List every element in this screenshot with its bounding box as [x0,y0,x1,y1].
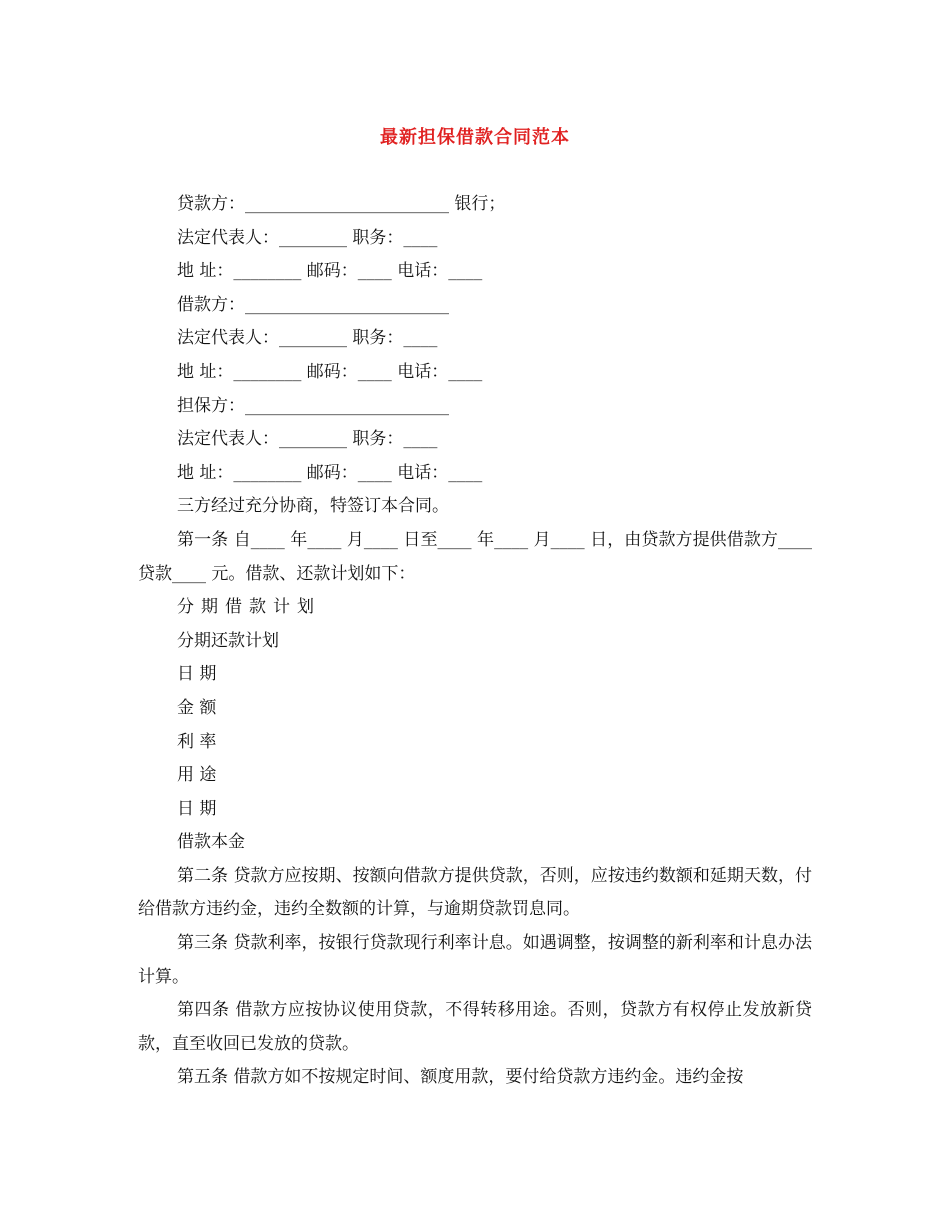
lender-representative-line: 法定代表人：________ 职务：____ [177,227,438,248]
article-1: 第一条 自____ 年____ 月____ 日至____ 年____ 月____ 日，由贷款方提供借款方____ 贷款____ 元。借款、还款计划如下： [138,529,812,584]
borrower-representative-line: 法定代表人：________ 职务：____ [177,328,438,349]
guarantor-line: 担保方：________________________ [177,395,449,416]
article-5: 第五条 借款方如不按规定时间、额度用款，要付给贷款方违约金。违约金按 [177,1067,744,1088]
agreement-statement: 三方经过充分协商，特签订本合同。 [177,496,449,517]
lender-address-line: 地 址：________ 邮码：____ 电话：____ [177,261,483,282]
guarantor-address-line: 地 址：________ 邮码：____ 电话：____ [177,462,483,483]
document-title: 最新担保借款合同范本 [380,127,570,148]
borrower-line: 借款方：________________________ [177,294,449,315]
document-body [138,188,812,1095]
plan-line-date-2: 日 期 [177,798,217,819]
plan-line-date: 日 期 [177,664,217,685]
article-3: 第三条 贷款利率，按银行贷款现行利率计息。如遇调整，按调整的新利率和计息办法计算。 [138,933,812,987]
article-4: 第四条 借款方应按协议使用贷款，不得转移用途。否则，贷款方有权停止发放新贷款，直至收回已发放的贷款。 [138,1000,812,1054]
lender-line: 贷款方：________________________ 银行； [177,194,506,214]
plan-line-repayment: 分期还款计划 [177,630,279,651]
plan-line-rate: 利 率 [177,731,217,752]
plan-line-borrowing: 分期借款计划 [177,597,321,618]
guarantor-representative-line: 法定代表人：________ 职务：____ [177,429,438,450]
plan-line-amount: 金 额 [177,697,217,718]
borrower-address-line: 地 址：________ 邮码：____ 电话：____ [177,361,483,382]
plan-line-purpose: 用 途 [177,765,217,786]
plan-line-principal: 借款本金 [177,832,245,853]
article-2: 第二条 贷款方应按期、按额向借款方提供贷款，否则，应按违约数额和延期天数，付给借款方违约金，违约全数额的计算，与逾期贷款罚息同。 [138,865,812,920]
